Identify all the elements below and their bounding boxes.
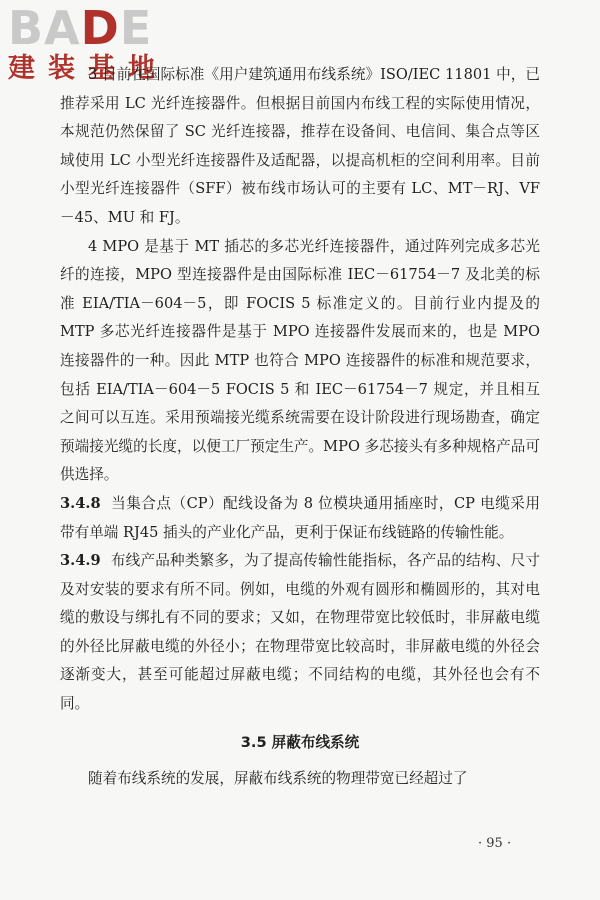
logo-chinese-text: 建装基地 [8, 53, 168, 84]
clause-3-4-9 [60, 547, 540, 719]
section-heading: 3.5 屏蔽布线系统 [240, 733, 360, 751]
clause-number: 3.4.9 [60, 552, 101, 570]
paragraph-continuation: 随着布线系统的发展，屏蔽布线系统的物理带宽已经超过了 [88, 770, 468, 788]
logo-wordmark: BADE [8, 1, 153, 55]
clause-text: 当集合点（CP）配线设备为 8 位模块通用插座时，CP 电缆采用带有单端 RJ45 插头的产业化产品，更利于保证布线链路的传输性能。 [60, 494, 540, 541]
paragraph-item-4: 4 MPO 是基于 MT 插芯的多芯光纤连接器件，通过阵列完成多芯光纤的连接，MPO 型连接器件是由国际标准 IEC－61754－7 及北美的标准 EIA/TIA－604－5，即 FOCIS 5 标准定义的。目前行业内提及的 MTP 多芯光纤连接器件是基于 MPO 连接器件发展而来的，也是 MPO 连接器件的一种。因此 MTP 也符合 MPO 连接器件的标准和规范要求，包括 EIA/TIA－604－5 FOCIS 5 和 IEC－61754－7 规定，并且相互之间可以互连。采用预端接光缆系统需要在设计阶段进行现场勘查，确定预端接光缆的长度，以便工厂预定生产。MPO 多芯接头有多种规格产品可供选择。 [60, 237, 540, 484]
clause-3-4-8 [60, 490, 540, 547]
page-number: · 95 · [478, 836, 512, 851]
paragraph-item-3: 3 目前在国际标准《用户建筑通用布线系统》ISO/IEC 11801 中，已推荐采用 LC 光纤连接器件。但根据目前国内布线工程的实际使用情况，本规范仍然保留了 SC 光纤连接器，推荐在设备间、电信间、集合点等区域使用 LC 小型光纤连接器件及适配器，以提高机柜的空间利用率。目前小型光纤连接器件（SFF）被布线市场认可的主要有 LC、MT－RJ、VF－45、MU 和 FJ。 [60, 66, 540, 226]
clause-number: 3.4.8 [60, 494, 101, 512]
page-body [60, 61, 540, 794]
clause-text: 布线产品种类繁多，为了提高传输性能指标，各产品的结构、尺寸及对安装的要求有所不同。例如，电缆的外观有圆形和椭圆形的，其对电缆的敷设与绑扎有不同的要求；又如，在物理带宽比较低时，非屏蔽电缆的外径比屏蔽电缆的外径小；在物理带宽比较高时，非屏蔽电缆的外径会逐渐变大，甚至可能超过屏蔽电缆；不同结构的电缆，其外径也会有不同。 [60, 552, 540, 713]
